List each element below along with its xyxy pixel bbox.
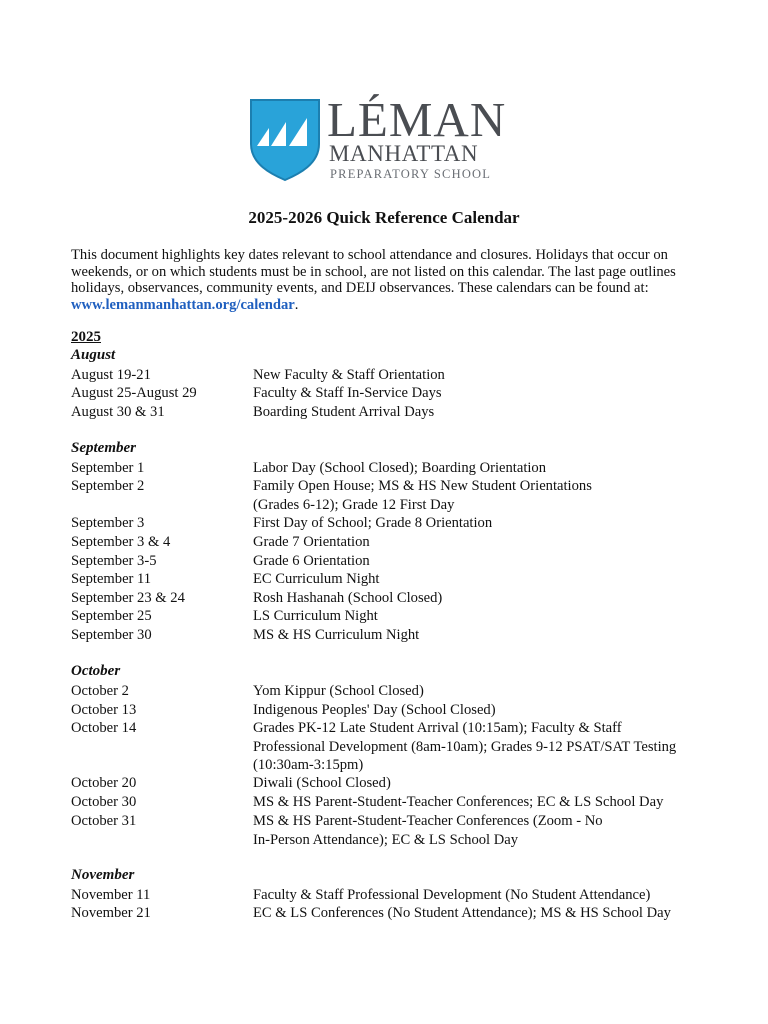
logo-name: LÉMAN [327,92,507,147]
entry-event [253,719,703,775]
event-line: Grade 6 Orientation [253,553,370,569]
intro-end: . [294,296,299,313]
event-line: Grade 7 Orientation [253,534,370,550]
entry-event [253,607,703,626]
event-line: Faculty & Staff In-Service Days [253,385,442,401]
entry-date: September 23 & 24 [71,590,185,606]
entry-date: November 11 [71,887,151,903]
calendar-link[interactable]: www.lemanmanhattan.org/calendar [71,296,295,313]
entry-event [253,886,703,905]
intro-text: This document highlights key dates relevant to school attendance and closures. Holidays that occur on weekends, or on which students must be in school, are not listed on this calendar. The last page outlines holidays, observances, community events, and DEIJ observances. These calendars can be found at: [71,247,676,296]
event-line: Boarding Student Arrival Days [253,404,435,420]
entry-date: August 25-August 29 [71,385,197,401]
school-logo [247,92,507,186]
entry-date: September 3-5 [71,553,157,569]
entry-event [253,812,703,849]
entry-date: August 19-21 [71,367,151,383]
entry-event [253,626,703,645]
entry-date: November 21 [71,905,151,921]
month-heading-september: September [71,440,136,456]
entry-event [253,552,703,571]
event-line: First Day of School; Grade 8 Orientation [253,515,493,531]
entry-event [253,774,703,793]
event-line: Labor Day (School Closed); Boarding Orientation [253,460,547,476]
entry-date: September 3 [71,515,145,531]
entry-date: September 1 [71,460,145,476]
entry-date: October 30 [71,794,137,810]
entry-event [253,403,703,422]
entry-event [253,477,703,514]
entry-date: September 3 & 4 [71,534,171,550]
event-line: Faculty & Staff Professional Development (No Student Attendance) [253,887,651,903]
event-line: MS & HS Parent-Student-Teacher Conferences; EC & LS School Day [253,794,664,810]
logo-subtitle: MANHATTAN [329,141,479,166]
entry-event [253,682,703,701]
entry-event [253,384,703,403]
year-heading: 2025 [71,329,101,345]
month-heading-october: October [71,663,121,679]
event-line: EC Curriculum Night [253,571,380,587]
event-line: Family Open House; MS & HS New Student Orientations [253,478,592,494]
event-line: MS & HS Parent-Student-Teacher Conferences (Zoom - No [253,813,603,829]
logo-tagline: PREPARATORY SCHOOL [330,167,492,181]
entry-event [253,570,703,589]
entry-event [253,904,703,923]
entry-date: September 2 [71,478,145,494]
event-line: Rosh Hashanah (School Closed) [253,590,443,606]
entry-event [253,793,703,812]
event-line: (10:30am-3:15pm) [253,757,364,773]
entry-date: August 30 & 31 [71,404,165,420]
event-line: Yom Kippur (School Closed) [253,683,424,699]
entry-date: September 30 [71,627,152,643]
entry-date: October 31 [71,813,137,829]
event-line: EC & LS Conferences (No Student Attendance); MS & HS School Day [253,905,671,921]
event-line: LS Curriculum Night [253,608,378,624]
entry-date: October 2 [71,683,129,699]
page-title: 2025-2026 Quick Reference Calendar [248,208,520,227]
event-line: In-Person Attendance); EC & LS School Day [253,831,519,848]
event-line: Professional Development (8am-10am); Grades 9-12 PSAT/SAT Testing [253,738,677,755]
entry-date: September 25 [71,608,152,624]
entry-date: September 11 [71,571,152,587]
month-heading-november: November [71,867,135,883]
event-line: New Faculty & Staff Orientation [253,367,445,383]
event-line: MS & HS Curriculum Night [253,627,420,643]
event-line: (Grades 6-12); Grade 12 First Day [253,496,455,513]
event-line: Diwali (School Closed) [253,775,391,791]
entry-event [253,701,703,720]
intro-paragraph [71,247,701,313]
entry-date: October 20 [71,775,137,791]
event-line: Indigenous Peoples' Day (School Closed) [253,702,496,718]
entry-event [253,459,703,478]
entry-event [253,533,703,552]
entry-event [253,366,703,385]
event-line: Grades PK-12 Late Student Arrival (10:15am); Faculty & Staff [253,720,622,736]
entry-date: October 13 [71,702,137,718]
entry-event [253,514,703,533]
entry-date: October 14 [71,720,137,736]
month-heading-august: August [71,347,116,363]
entry-event [253,589,703,608]
shield-icon [247,98,323,182]
